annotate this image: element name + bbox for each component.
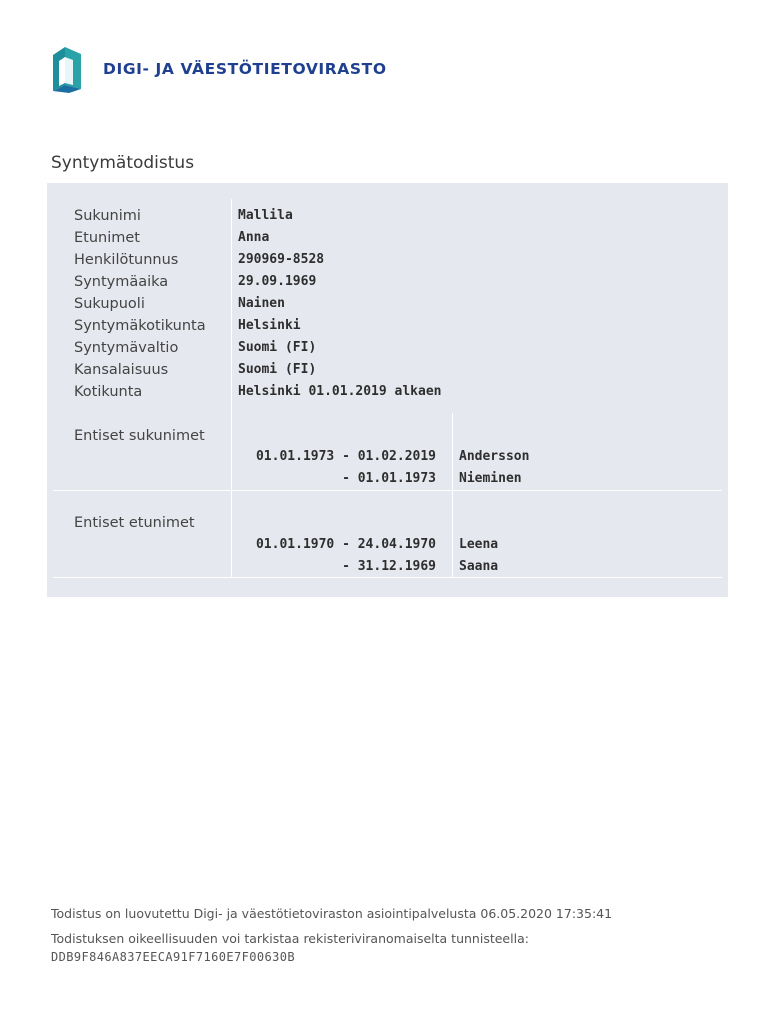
field-label-syntymakotikunta: Syntymäkotikunta [74,318,206,334]
field-label-sukunimi: Sukunimi [74,208,141,224]
field-value-kansalaisuus: Suomi (FI) [238,362,317,377]
field-label-etunimet: Etunimet [74,230,140,246]
column-divider [452,413,453,578]
field-label-syntymaaika: Syntymäaika [74,274,169,290]
former-firstname-range: 01.01.1970 - 24.04.1970 [255,537,436,552]
former-surname: Andersson [459,449,530,464]
field-value-sukunimi: Mallila [238,208,293,223]
certificate-details [47,183,728,597]
issued-statement: Todistus on luovutettu Digi- ja väestötietoviraston asiointipalvelusta 06.05.2020 17:35:41 [51,906,613,921]
former-surnames-label: Entiset sukunimet [74,428,205,444]
row-divider [53,490,722,491]
former-surname: Nieminen [459,471,522,486]
field-value-syntymaaika: 29.09.1969 [238,274,317,289]
field-label-kotikunta: Kotikunta [74,384,143,400]
field-value-etunimet: Anna [238,230,270,245]
agency-logo [51,45,387,93]
former-surname-range: 01.01.1973 - 01.02.2019 [255,449,436,464]
former-firstnames-label: Entiset etunimet [74,515,195,531]
field-label-kansalaisuus: Kansalaisuus [74,362,169,378]
field-label-sukupuoli: Sukupuoli [74,296,145,312]
agency-name: DIGI- JA VÄESTÖTIETOVIRASTO [103,60,387,78]
row-divider [53,577,722,578]
field-value-syntymavaltio: Suomi (FI) [238,340,317,355]
field-label-syntymavaltio: Syntymävaltio [74,340,179,356]
column-divider [231,199,232,578]
former-firstname-range: - 31.12.1969 [342,559,436,574]
verification-statement: Todistuksen oikeellisuuden voi tarkistaa rekisteriviranomaiselta tunnisteella: [51,931,529,946]
former-firstname: Saana [459,559,499,574]
dvv-logo-icon [51,45,85,93]
former-surname-range: - 01.01.1973 [342,471,436,486]
field-value-kotikunta: Helsinki 01.01.2019 alkaen [238,384,442,399]
field-label-henkilotunnus: Henkilötunnus [74,252,179,268]
verification-code: DDB9F846A837EECA91F7160E7F00630B [51,950,295,964]
field-value-sukupuoli: Nainen [238,296,285,311]
document-title: Syntymätodistus [51,153,195,173]
former-firstname: Leena [459,537,499,552]
field-value-syntymakotikunta: Helsinki [238,318,301,333]
field-value-henkilotunnus: 290969-8528 [238,252,325,267]
